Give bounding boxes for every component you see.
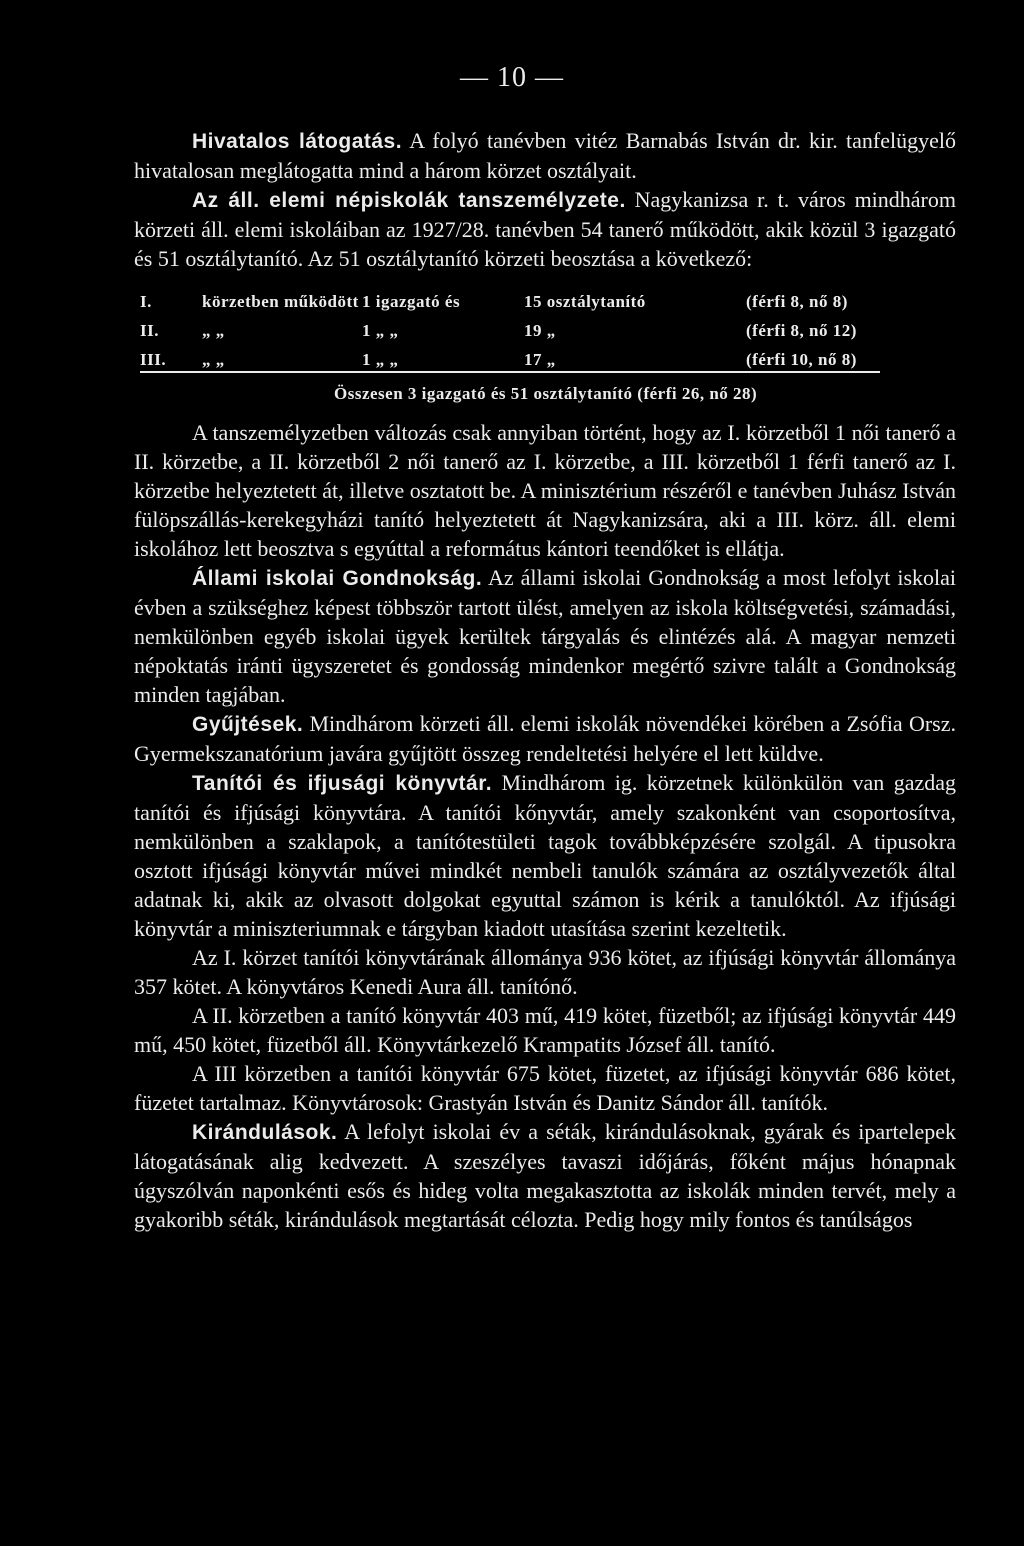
text-collections: Mindhárom körzeti áll. elemi iskolák növendékei körében a Zsófia Orsz. Gyermekszanatórium javára gyűjtött összeg rendeltetési helyére el lett küldve. xyxy=(134,711,956,766)
paragraph-collections xyxy=(134,709,956,768)
paragraph-staff xyxy=(134,185,956,273)
teachers-count: 17 „ xyxy=(524,350,556,369)
heading-collections: Gyűjtések. xyxy=(192,713,304,736)
heading-library: Tanítói és ifjusági könyvtár. xyxy=(192,772,493,795)
heading-excursions: Kirándulások. xyxy=(192,1121,338,1144)
text-library: Mindhárom ig. körzetnek különkülön van gazdag tanítói és ifjúsági könyvtára. A tanítói kőnyvtár, amely szakonként van csoportosítva, nemkülönben a szaklapok, a tanítótestületi tagok továbbképzésére szolgál. A tipusokra osztott ifjúsági könyvtár művei mindkét nembeli tanulók számára az osztályvezetők által adatnak ki, akik az olvasott dolgokat egyuttal számon is kérik a tanulóktól. Az ifjúsági könyvtár a miniszteriumnak e tárgyban kiadott utasítása szerint kezeltetik. xyxy=(134,770,956,941)
gender-split: (férfi 8, nő 12) xyxy=(746,321,857,340)
heading-staff: Az áll. elemi népiskolák tanszemélyzete. xyxy=(192,189,626,212)
gender-split: (férfi 10, nő 8) xyxy=(746,350,857,369)
paragraph-library-district-3: A III körzetben a tanítói könyvtár 675 kötet, füzetet, az ifjúsági könyvtár 686 kötet, füzetet tartalmaz. Könyvtárosok: Grastyán István és Danitz Sándor áll. tanítók. xyxy=(134,1061,956,1115)
heading-board: Állami iskolai Gondnokság. xyxy=(192,567,483,590)
staff-row xyxy=(140,316,956,345)
teachers-count: 15 osztálytanító xyxy=(524,292,646,311)
row-label: „ „ xyxy=(202,350,225,369)
paragraph-library xyxy=(134,768,956,943)
heading-official-visit: Hivatalos látogatás. xyxy=(192,130,403,153)
text-official-visit: A folyó tanévben vitéz Barnabás István dr. kir. tanfelügyelő hivatalosan meglátogatta mind a három körzet osztályait. xyxy=(134,128,956,183)
district-label: I. xyxy=(140,292,152,311)
district-label: III. xyxy=(140,350,167,369)
paragraph-excursions xyxy=(134,1117,956,1234)
staff-row xyxy=(140,287,956,316)
paragraph-library-district-1: Az I. körzet tanítói könyvtárának állománya 936 kötet, az ifjúsági könyvtár állománya 357 kötet. A könyvtáros Kenedi Aura áll. tanítónő. xyxy=(134,945,956,999)
directors-count: 1 „ „ xyxy=(362,350,399,369)
teachers-count: 19 „ xyxy=(524,321,556,340)
text-board: Az állami iskolai Gondnokság a most lefolyt iskolai évben a szükséghez képest többször tartott ülést, amelyen az iskola költségvetési, számadási, nemkülönben egyéb iskolai ügyek kerültek tárgyalás és elintézés alá. A magyar nemzeti népoktatás iránti ügyszeretet és gondosság mindenkor megértő szivre talált a Gondnokság minden tagjában. xyxy=(134,565,957,707)
directors-count: 1 igazgató és xyxy=(362,292,461,311)
document-body xyxy=(134,126,956,1234)
paragraph-library-district-2: A II. körzetben a tanító könyvtár 403 mű, 419 kötet, füzetből; az ifjúsági könyvtár 449 mű, 450 kötet, füzetből áll. Könyvtárkezelő Krampatits József áll. tanító. xyxy=(134,1003,956,1057)
text-excursions: A lefolyt iskolai év a séták, kirándulásoknak, gyárak és ipartelepek látogatásának alig kedvezett. A szeszélyes tavaszi időjárás, főként május hónapnak úgyszólván naponkénti esős és hideg volta megakasztotta az iskolák minden tervét, mely a gyakoribb séták, kirándulások megtartását célozta. Pedig hogy mily fontos és tanúlságos xyxy=(134,1119,956,1232)
gender-split: (férfi 8, nő 8) xyxy=(746,292,848,311)
staff-row xyxy=(140,345,956,374)
staff-table xyxy=(140,287,956,408)
district-label: II. xyxy=(140,321,159,340)
paragraph-board xyxy=(134,563,956,709)
text-staff: Nagykanizsa r. t. város mindhárom körzeti áll. elemi iskoláiban az 1927/28. tanévben 54 tanerő működött, akik közül 3 igazgató és 51 osztálytanító. Az 51 osztálytanító körzeti beosztása a következő: xyxy=(134,187,956,271)
paragraph-official-visit xyxy=(134,126,956,185)
page-number: — 10 — xyxy=(460,62,564,93)
row-label: „ „ xyxy=(202,321,225,340)
paragraph-staff-changes: A tanszemélyzetben változás csak annyiban történt, hogy az I. körzetből 1 női tanerő a II. körzetbe, a II. körzetből 2 női tanerő az I. körzetbe, a III. körzetből 1 férfi tanerő az I. körzetbe helyeztetett át, illetve osztatott be. A minisztérium részéről e tanévben Juhász István fülöpszállás-kerekegyházi tanító helyeztetett át Nagykanizsára, aki a III. körz. áll. elemi iskolához lett beosztva s egyúttal a református kántori teendőket is ellátja. xyxy=(134,420,956,561)
row-label: körzetben működött xyxy=(202,292,359,311)
directors-count: 1 „ „ xyxy=(362,321,399,340)
staff-total: Összesen 3 igazgató és 51 osztálytanító (férfi 26, nő 28) xyxy=(334,384,758,403)
